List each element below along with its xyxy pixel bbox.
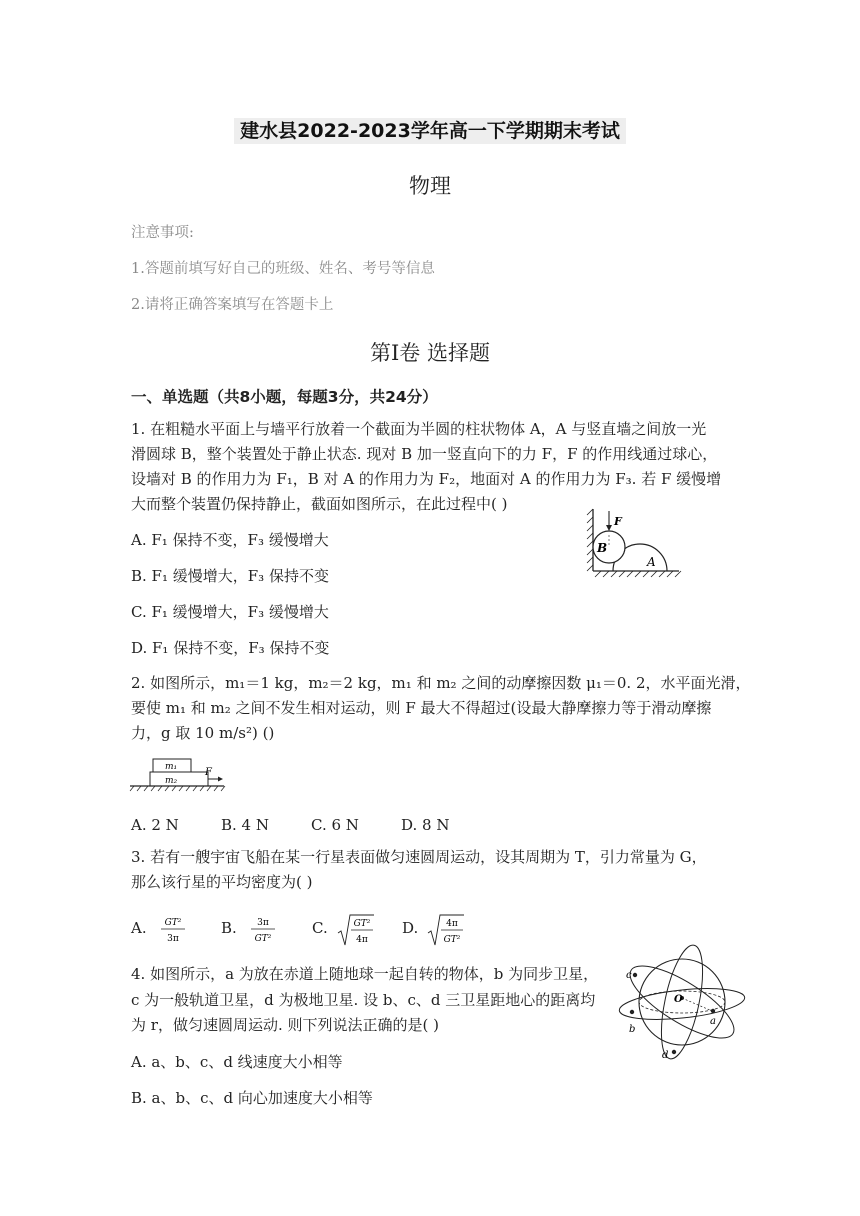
q1-option-a: A. F₁ 保持不变，F₃ 缓慢增大 <box>131 531 329 549</box>
q3-option-b-label: B. <box>221 919 237 937</box>
q1-line-4: 大而整个装置仍保持静止，截面如图所示，在此过程中( ) <box>131 495 508 513</box>
q1-fig-label-f: F <box>614 515 622 528</box>
q2-options <box>131 816 449 834</box>
q3-c-den: 4π <box>356 935 368 945</box>
q4-option-a: A. a、b、c、d 线速度大小相等 <box>131 1053 343 1071</box>
q2-fig-label-m1: m₁ <box>165 762 178 772</box>
q3-b-den: GT² <box>254 934 272 944</box>
q3-option-a-label: A. <box>131 919 147 937</box>
notice-heading: 注意事项: <box>131 225 194 241</box>
q4-fig-label-d: d <box>662 1050 669 1061</box>
q2-line-3: 力，g 取 10 m/s²) () <box>131 724 275 742</box>
q1-figure <box>583 505 683 581</box>
q2-fig-label-m2: m₂ <box>165 776 178 786</box>
exam-title: 建水县2022-2023学年高一下学期期末考试 <box>234 118 626 144</box>
q2-fig-label-f: F <box>205 767 212 778</box>
q3-a-den: 3π <box>167 934 179 944</box>
q4-fig-label-c: c <box>626 970 632 981</box>
q2-option-d: D. 8 N <box>401 816 450 834</box>
exam-title-wrap <box>0 116 860 143</box>
part-title: 第Ⅰ卷 选择题 <box>370 341 490 365</box>
q1-fig-label-b: B <box>597 541 608 555</box>
q1-line-3: 设墙对 B 的作用力为 F₁，B 对 A 的作用力为 F₂，地面对 A 的作用力为 F₃. 若 F 缓慢增 <box>131 470 722 488</box>
q2-line-2: 要使 m₁ 和 m₂ 之间不发生相对运动，则 F 最大不得超过(设最大静摩擦力等于滑动摩擦 <box>131 699 712 717</box>
q2-option-c: C. 6 N <box>311 816 359 834</box>
q3-a-num: GT² <box>164 918 182 928</box>
q3-option-d-label: D. <box>402 919 419 937</box>
q1-fig-label-a: A <box>647 555 656 569</box>
subject-title: 物理 <box>409 174 451 198</box>
q4-fig-label-o: O <box>674 994 683 1005</box>
q4-fig-label-b: b <box>629 1024 636 1035</box>
q1-line-2: 滑圆球 B，整个装置处于静止状态. 现对 B 加一竖直向下的力 F，F 的作用线通过球心， <box>131 445 718 463</box>
q4-line-2: c 为一般轨道卫星，d 为极地卫星. 设 b、c、d 三卫星距地心的距离均 <box>131 991 596 1009</box>
q4-option-b: B. a、b、c、d 向心加速度大小相等 <box>131 1089 373 1107</box>
section-title: 一、单选题（共8小题，每题3分，共24分） <box>131 388 438 406</box>
q3-c-num: GT² <box>353 919 371 929</box>
q2-option-b: B. 4 N <box>221 816 269 834</box>
q4-fig-label-a: a <box>710 1016 716 1027</box>
q3-line-1: 3. 若有一艘宇宙飞船在某一行星表面做匀速圆周运动，设其周期为 T，引力常量为 G， <box>131 848 707 866</box>
q3-option-c-label: C. <box>312 919 328 937</box>
q3-line-2: 那么该行星的平均密度为( ) <box>131 873 313 891</box>
q1-option-d: D. F₁ 保持不变，F₃ 保持不变 <box>131 639 330 657</box>
q4-line-3: 为 r，做匀速圆周运动. 则下列说法正确的是( ) <box>131 1016 439 1034</box>
q2-line-1: 2. 如图所示，m₁＝1 kg，m₂＝2 kg，m₁ 和 m₂ 之间的动摩擦因数 μ₁＝0. 2，水平面光滑， <box>131 674 751 692</box>
q4-line-1: 4. 如图所示，a 为放在赤道上随地球一起自转的物体，b 为同步卫星， <box>131 965 599 983</box>
q4-figure <box>618 940 748 1066</box>
q3-d-num: 4π <box>446 919 458 929</box>
notice-item-2: 2.请将正确答案填写在答题卡上 <box>131 297 334 313</box>
q1-line-1: 1. 在粗糙水平面上与墙平行放着一个截面为半圆的柱状物体 A，A 与竖直墙之间放一光 <box>131 420 707 438</box>
q2-figure <box>128 755 228 795</box>
q1-option-b: B. F₁ 缓慢增大，F₃ 保持不变 <box>131 567 329 585</box>
notice-item-1: 1.答题前填写好自己的班级、姓名、考号等信息 <box>131 261 435 277</box>
q3-d-den: GT² <box>443 935 461 945</box>
q2-option-a: A. 2 N <box>131 816 179 834</box>
q1-option-c: C. F₁ 缓慢增大，F₃ 缓慢增大 <box>131 603 329 621</box>
q3-b-num: 3π <box>257 918 269 928</box>
